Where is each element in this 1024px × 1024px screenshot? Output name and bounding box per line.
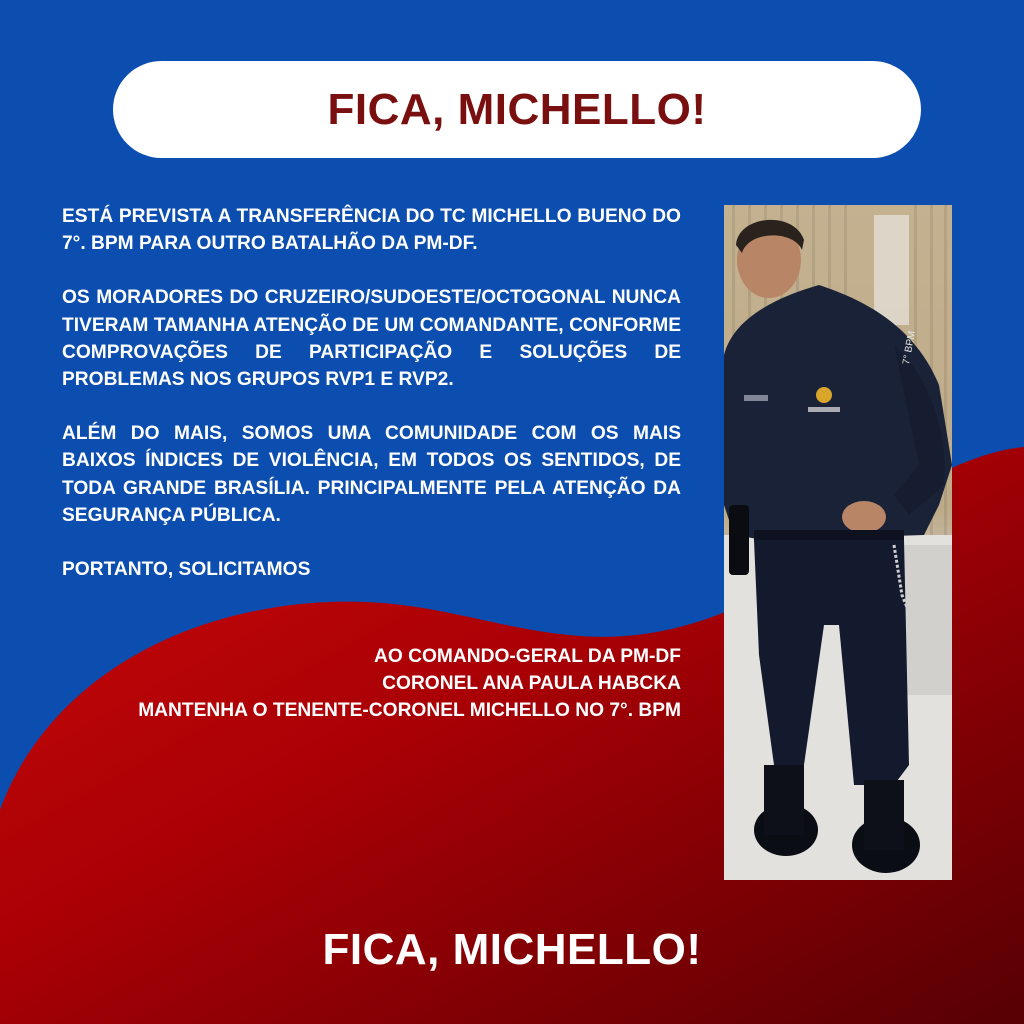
request-line-command: AO COMANDO-GERAL DA PM-DF [374,646,681,667]
request-line-colonel: CORONEL ANA PAULA HABCKA [382,673,681,695]
paragraph-community: ALÉM DO MAIS, SOMOS UMA COMUNIDADE COM OS MAIS BAIXOS ÍNDICES DE VIOLÊNCIA, EM TODOS OS SENTIDOS, DE TODA GRANDE BRASÍLIA. PRINCIPALMENTE PELA ATENÇÃO DA SEGURANÇA PÚBLICA. [62,423,681,526]
footer-title: FICA, MICHELLO! [322,925,702,974]
officer-photo [724,205,952,880]
request-block [62,643,681,725]
body-text-block [62,203,681,610]
paragraph-request-intro: PORTANTO, SOLICITAMOS [62,559,311,581]
request-line-keep: MANTENHA O TENENTE-CORONEL MICHELLO NO 7°. BPM [138,700,681,722]
paragraph-transfer: ESTÁ PREVISTA A TRANSFERÊNCIA DO TC MICHELLO BUENO DO 7°. BPM PARA OUTRO BATALHÃO DA PM-DF. [62,206,681,255]
title-banner [113,61,921,158]
page-title: FICA, MICHELLO! [327,84,707,134]
sleeve-text: 7° BPM [901,330,918,366]
paragraph-residents: OS MORADORES DO CRUZEIRO/SUDOESTE/OCTOGONAL NUNCA TIVERAM TAMANHA ATENÇÃO DE UM COMANDANTE, CONFORME COMPROVAÇÕES DE PARTICIPAÇÃO E SOLUÇÕES DE PROBLEMAS NOS GRUPOS RVP1 E RVP2. [62,287,681,391]
